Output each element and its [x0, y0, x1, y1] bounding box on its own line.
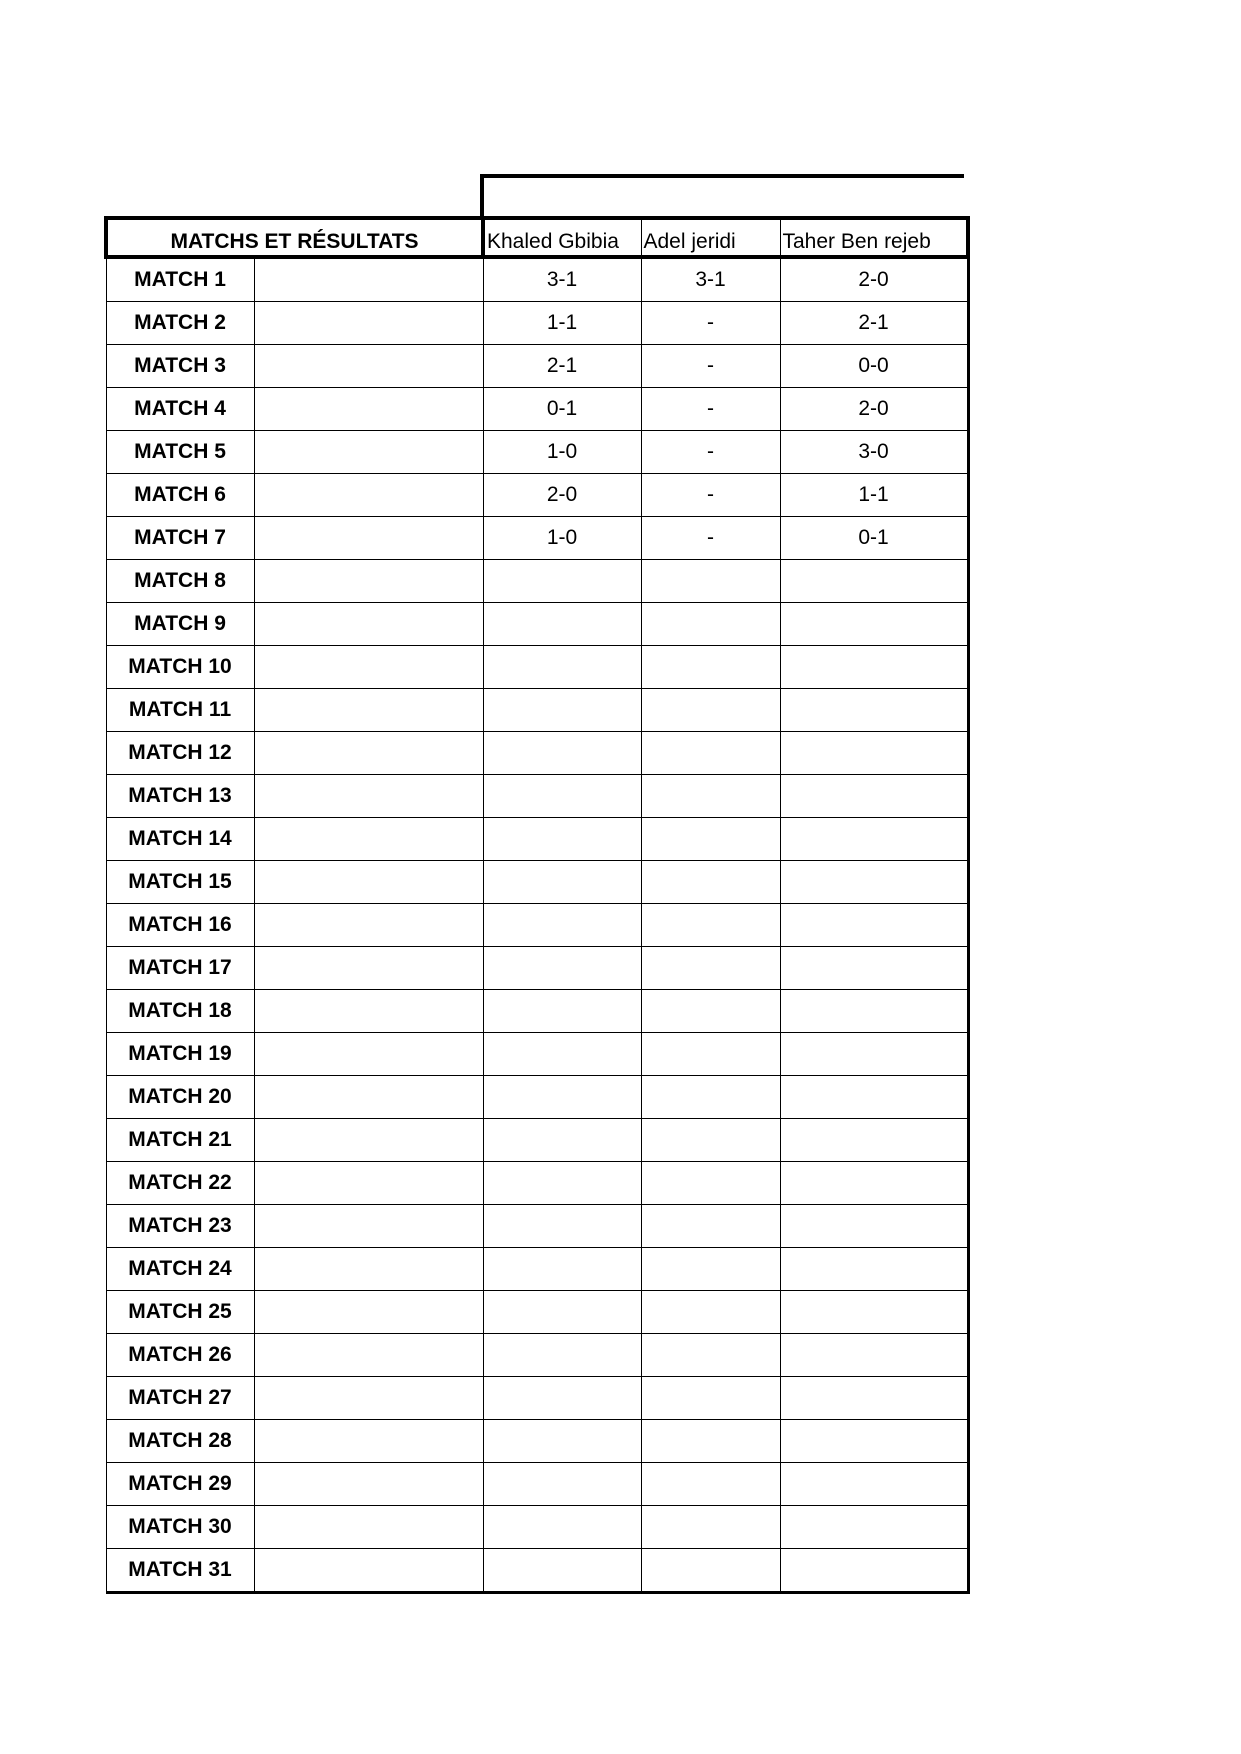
score-cell-player-1[interactable] [483, 1549, 641, 1593]
match-label: MATCH 11 [106, 689, 254, 732]
match-label: MATCH 31 [106, 1549, 254, 1593]
score-cell-player-3[interactable] [780, 904, 968, 947]
table-row [106, 474, 968, 517]
score-cell-player-2[interactable] [641, 904, 780, 947]
table-row [106, 603, 968, 646]
score-cell-player-1[interactable] [483, 861, 641, 904]
score-cell-player-3[interactable] [780, 990, 968, 1033]
table-row [106, 818, 968, 861]
match-label: MATCH 1 [106, 257, 254, 302]
match-teams-cell[interactable] [254, 474, 483, 517]
score-cell-player-1[interactable] [483, 603, 641, 646]
match-label: MATCH 9 [106, 603, 254, 646]
match-label: MATCH 12 [106, 732, 254, 775]
score-cell-player-3[interactable] [780, 1334, 968, 1377]
score-cell-player-3[interactable] [780, 1291, 968, 1334]
score-cell-player-2[interactable]: 3-1 [641, 257, 780, 302]
score-cell-player-2[interactable] [641, 1463, 780, 1506]
match-label: MATCH 25 [106, 1291, 254, 1334]
match-teams-cell[interactable] [254, 1205, 483, 1248]
match-label: MATCH 30 [106, 1506, 254, 1549]
table-row [106, 1162, 968, 1205]
match-teams-cell[interactable] [254, 1506, 483, 1549]
score-cell-player-3[interactable] [780, 646, 968, 689]
score-cell-player-3[interactable]: 2-0 [780, 257, 968, 302]
match-label: MATCH 15 [106, 861, 254, 904]
match-label: MATCH 4 [106, 388, 254, 431]
score-cell-player-3[interactable]: 0-1 [780, 517, 968, 560]
score-cell-player-1[interactable] [483, 1205, 641, 1248]
header-bracket-left [480, 174, 484, 218]
score-cell-player-2[interactable] [641, 1420, 780, 1463]
match-label: MATCH 23 [106, 1205, 254, 1248]
score-cell-player-2[interactable] [641, 603, 780, 646]
match-teams-cell[interactable] [254, 431, 483, 474]
score-cell-player-3[interactable] [780, 1162, 968, 1205]
score-cell-player-2[interactable] [641, 947, 780, 990]
score-cell-player-2[interactable] [641, 1248, 780, 1291]
score-cell-player-3[interactable] [780, 1420, 968, 1463]
score-cell-player-3[interactable] [780, 861, 968, 904]
score-cell-player-2[interactable]: - [641, 431, 780, 474]
score-cell-player-2[interactable] [641, 732, 780, 775]
table-row [106, 517, 968, 560]
match-teams-cell[interactable] [254, 1162, 483, 1205]
match-label: MATCH 28 [106, 1420, 254, 1463]
player-header-1: Khaled Gbibia [483, 218, 641, 257]
table-row [106, 1420, 968, 1463]
table-row [106, 302, 968, 345]
score-cell-player-1[interactable] [483, 904, 641, 947]
score-cell-player-1[interactable] [483, 1248, 641, 1291]
table-row [106, 775, 968, 818]
score-cell-player-1[interactable] [483, 1162, 641, 1205]
score-cell-player-1[interactable] [483, 560, 641, 603]
table-row [106, 1291, 968, 1334]
score-cell-player-2[interactable]: - [641, 388, 780, 431]
table-row [106, 1463, 968, 1506]
score-cell-player-1[interactable] [483, 1076, 641, 1119]
score-cell-player-2[interactable]: - [641, 345, 780, 388]
match-label: MATCH 10 [106, 646, 254, 689]
match-teams-cell[interactable] [254, 732, 483, 775]
score-cell-player-1[interactable]: 1-0 [483, 517, 641, 560]
match-teams-cell[interactable] [254, 517, 483, 560]
score-cell-player-3[interactable] [780, 1119, 968, 1162]
match-label: MATCH 13 [106, 775, 254, 818]
match-label: MATCH 2 [106, 302, 254, 345]
match-label: MATCH 27 [106, 1377, 254, 1420]
score-cell-player-1[interactable] [483, 1334, 641, 1377]
match-teams-cell[interactable] [254, 990, 483, 1033]
match-teams-cell[interactable] [254, 1377, 483, 1420]
score-cell-player-1[interactable] [483, 775, 641, 818]
score-cell-player-1[interactable] [483, 646, 641, 689]
score-cell-player-3[interactable] [780, 1549, 968, 1593]
score-cell-player-2[interactable] [641, 1162, 780, 1205]
table-row [106, 732, 968, 775]
score-cell-player-1[interactable]: 1-0 [483, 431, 641, 474]
table-row [106, 1033, 968, 1076]
score-cell-player-2[interactable] [641, 990, 780, 1033]
score-cell-player-2[interactable]: - [641, 474, 780, 517]
match-teams-cell[interactable] [254, 818, 483, 861]
match-teams-cell[interactable] [254, 1248, 483, 1291]
score-cell-player-1[interactable]: 2-0 [483, 474, 641, 517]
match-teams-cell[interactable] [254, 302, 483, 345]
match-label: MATCH 24 [106, 1248, 254, 1291]
match-teams-cell[interactable] [254, 345, 483, 388]
table-row [106, 1377, 968, 1420]
results-table [104, 216, 970, 1594]
table-row [106, 1506, 968, 1549]
match-teams-cell[interactable] [254, 947, 483, 990]
match-label: MATCH 19 [106, 1033, 254, 1076]
table-row [106, 646, 968, 689]
score-cell-player-2[interactable] [641, 1033, 780, 1076]
match-teams-cell[interactable] [254, 861, 483, 904]
score-cell-player-3[interactable] [780, 1377, 968, 1420]
match-label: MATCH 20 [106, 1076, 254, 1119]
score-cell-player-3[interactable] [780, 818, 968, 861]
score-cell-player-3[interactable] [780, 560, 968, 603]
match-teams-cell[interactable] [254, 775, 483, 818]
score-cell-player-3[interactable] [780, 689, 968, 732]
match-teams-cell[interactable] [254, 646, 483, 689]
match-teams-cell[interactable] [254, 1119, 483, 1162]
match-label: MATCH 18 [106, 990, 254, 1033]
score-cell-player-1[interactable]: 1-1 [483, 302, 641, 345]
score-cell-player-3[interactable]: 1-1 [780, 474, 968, 517]
score-cell-player-3[interactable] [780, 1033, 968, 1076]
match-label: MATCH 14 [106, 818, 254, 861]
match-teams-cell[interactable] [254, 1420, 483, 1463]
score-cell-player-2[interactable] [641, 560, 780, 603]
table-row [106, 431, 968, 474]
score-cell-player-1[interactable] [483, 1119, 641, 1162]
score-cell-player-2[interactable] [641, 1205, 780, 1248]
score-cell-player-3[interactable]: 2-1 [780, 302, 968, 345]
score-cell-player-2[interactable] [641, 1119, 780, 1162]
match-teams-cell[interactable] [254, 1334, 483, 1377]
table-row [106, 1248, 968, 1291]
score-cell-player-3[interactable] [780, 1076, 968, 1119]
score-cell-player-3[interactable] [780, 775, 968, 818]
score-cell-player-2[interactable] [641, 689, 780, 732]
score-cell-player-1[interactable] [483, 689, 641, 732]
match-label: MATCH 22 [106, 1162, 254, 1205]
score-cell-player-1[interactable] [483, 818, 641, 861]
header-bracket-top [480, 174, 964, 178]
table-row [106, 257, 968, 302]
score-cell-player-2[interactable] [641, 1377, 780, 1420]
score-cell-player-3[interactable] [780, 1248, 968, 1291]
score-cell-player-2[interactable] [641, 775, 780, 818]
score-cell-player-1[interactable] [483, 732, 641, 775]
table-row [106, 560, 968, 603]
match-label: MATCH 21 [106, 1119, 254, 1162]
match-label: MATCH 26 [106, 1334, 254, 1377]
score-cell-player-2[interactable]: - [641, 302, 780, 345]
score-cell-player-2[interactable] [641, 1549, 780, 1593]
score-cell-player-2[interactable] [641, 861, 780, 904]
score-cell-player-3[interactable] [780, 1205, 968, 1248]
player-header-2: Adel jeridi [641, 218, 780, 257]
table-row [106, 1119, 968, 1162]
score-cell-player-2[interactable] [641, 818, 780, 861]
match-teams-cell[interactable] [254, 603, 483, 646]
match-teams-cell[interactable] [254, 560, 483, 603]
score-cell-player-1[interactable] [483, 990, 641, 1033]
table-row [106, 861, 968, 904]
match-teams-cell[interactable] [254, 1463, 483, 1506]
score-cell-player-1[interactable] [483, 1377, 641, 1420]
match-teams-cell[interactable] [254, 689, 483, 732]
table-row [106, 345, 968, 388]
score-cell-player-2[interactable]: - [641, 517, 780, 560]
player-header-3: Taher Ben rejeb [780, 218, 968, 257]
match-teams-cell[interactable] [254, 1076, 483, 1119]
score-cell-player-3[interactable]: 2-0 [780, 388, 968, 431]
table-row [106, 990, 968, 1033]
header-row [106, 218, 968, 257]
score-cell-player-3[interactable] [780, 947, 968, 990]
table-row [106, 689, 968, 732]
match-teams-cell[interactable] [254, 1549, 483, 1593]
score-cell-player-1[interactable]: 2-1 [483, 345, 641, 388]
score-cell-player-2[interactable] [641, 1076, 780, 1119]
score-cell-player-1[interactable]: 0-1 [483, 388, 641, 431]
match-label: MATCH 5 [106, 431, 254, 474]
table-row [106, 904, 968, 947]
table-body [106, 257, 968, 1593]
match-teams-cell[interactable] [254, 388, 483, 431]
score-cell-player-1[interactable] [483, 947, 641, 990]
match-teams-cell[interactable] [254, 904, 483, 947]
match-label: MATCH 7 [106, 517, 254, 560]
table-title: MATCHS ET RÉSULTATS [106, 218, 483, 257]
score-cell-player-3[interactable]: 0-0 [780, 345, 968, 388]
match-label: MATCH 17 [106, 947, 254, 990]
table-row [106, 388, 968, 431]
score-cell-player-1[interactable] [483, 1033, 641, 1076]
table-row [106, 1205, 968, 1248]
score-cell-player-3[interactable] [780, 603, 968, 646]
score-cell-player-1[interactable]: 3-1 [483, 257, 641, 302]
match-teams-cell[interactable] [254, 1033, 483, 1076]
score-cell-player-3[interactable] [780, 1463, 968, 1506]
score-cell-player-1[interactable] [483, 1506, 641, 1549]
table-row [106, 1334, 968, 1377]
score-cell-player-2[interactable] [641, 1506, 780, 1549]
match-label: MATCH 3 [106, 345, 254, 388]
match-label: MATCH 29 [106, 1463, 254, 1506]
score-cell-player-1[interactable] [483, 1420, 641, 1463]
match-teams-cell[interactable] [254, 257, 483, 302]
table-row [106, 1076, 968, 1119]
score-cell-player-2[interactable] [641, 646, 780, 689]
score-cell-player-3[interactable] [780, 1506, 968, 1549]
table-row [106, 947, 968, 990]
match-teams-cell[interactable] [254, 1291, 483, 1334]
match-label: MATCH 8 [106, 560, 254, 603]
score-cell-player-3[interactable] [780, 732, 968, 775]
score-cell-player-2[interactable] [641, 1334, 780, 1377]
match-label: MATCH 16 [106, 904, 254, 947]
score-cell-player-1[interactable] [483, 1463, 641, 1506]
score-cell-player-2[interactable] [641, 1291, 780, 1334]
score-cell-player-1[interactable] [483, 1291, 641, 1334]
score-cell-player-3[interactable]: 3-0 [780, 431, 968, 474]
match-label: MATCH 6 [106, 474, 254, 517]
table-row [106, 1549, 968, 1593]
